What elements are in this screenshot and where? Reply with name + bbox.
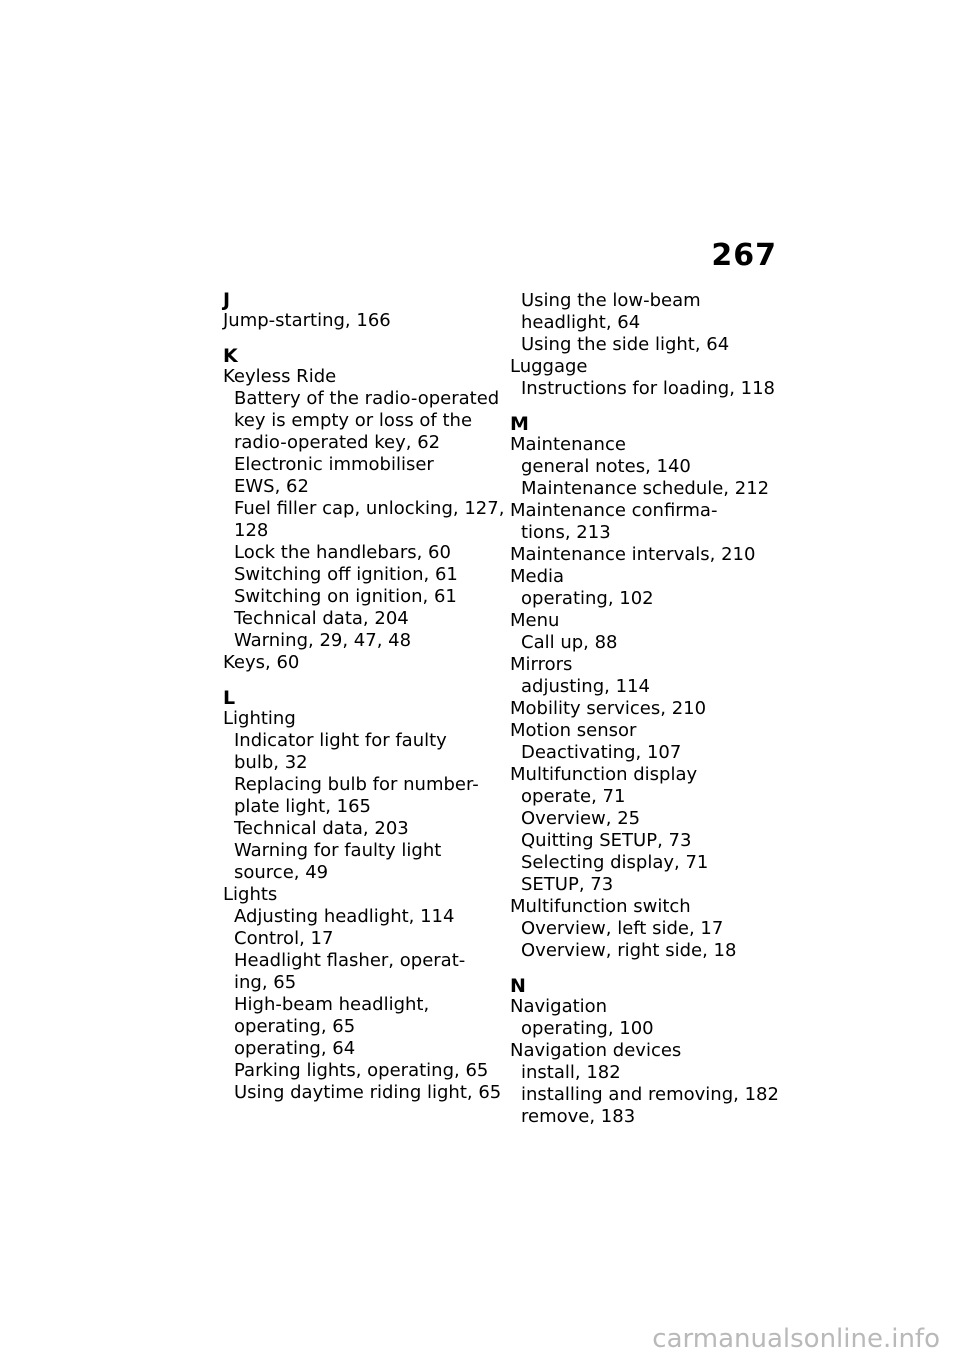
index-subentry: Fuel filler cap, unlocking, 127,	[234, 498, 505, 519]
index-subentry: Headlight flasher, operat-	[234, 950, 466, 971]
index-subentry: 128	[234, 520, 269, 541]
index-subentry: Replacing bulb for number-	[234, 774, 479, 795]
index-subentry: Overview, left side, 17	[521, 918, 724, 939]
index-subentry: Warning for faulty light	[234, 840, 442, 861]
index-subentry: source, 49	[234, 862, 329, 883]
index-entry: Lights	[223, 884, 278, 905]
index-subentry: Battery of the radio-operated	[234, 388, 500, 409]
index-entry: Maintenance	[510, 434, 626, 455]
index-subentry: Selecting display, 71	[521, 852, 709, 873]
index-subentry: general notes, 140	[521, 456, 691, 477]
index-subentry: operating, 64	[234, 1038, 356, 1059]
index-subentry: Using the side light, 64	[521, 334, 730, 355]
index-subentry: ing, 65	[234, 972, 297, 993]
index-entry: Mirrors	[510, 654, 573, 675]
index-subentry: Switching off ignition, 61	[234, 564, 458, 585]
index-entry: Jump-starting, 166	[223, 310, 391, 331]
index-subentry: Deactivating, 107	[521, 742, 682, 763]
index-entry: Motion sensor	[510, 720, 637, 741]
index-entry: Multifunction switch	[510, 896, 691, 917]
index-subentry: plate light, 165	[234, 796, 372, 817]
index-entry: Navigation	[510, 996, 608, 1017]
index-subentry: Using the low-beam	[521, 290, 701, 311]
index-subentry: Technical data, 203	[234, 818, 409, 839]
index-subentry: Switching on ignition, 61	[234, 586, 457, 607]
index-subentry: Parking lights, operating, 65	[234, 1060, 489, 1081]
index-subentry: Technical data, 204	[234, 608, 409, 629]
index-subentry: operating, 65	[234, 1016, 356, 1037]
index-subentry: High-beam headlight,	[234, 994, 430, 1015]
index-entry: Keys, 60	[223, 652, 300, 673]
index-subentry: Maintenance schedule, 212	[521, 478, 770, 499]
index-subentry: remove, 183	[521, 1106, 636, 1127]
index-subentry: installing and removing, 182	[521, 1084, 779, 1105]
index-subentry: Overview, 25	[521, 808, 641, 829]
page-number: 267	[711, 238, 777, 273]
index-subentry: Control, 17	[234, 928, 334, 949]
index-subentry: headlight, 64	[521, 312, 641, 333]
index-subentry: EWS, 62	[234, 476, 309, 497]
index-letter-heading: J	[223, 289, 231, 311]
index-column-left	[223, 290, 503, 1104]
index-entry: Multifunction display	[510, 764, 698, 785]
index-letter-heading: N	[510, 975, 526, 997]
index-subentry: key is empty or loss of the	[234, 410, 473, 431]
index-entry: Lighting	[223, 708, 296, 729]
index-subentry: tions, 213	[521, 522, 611, 543]
index-entry: Media	[510, 566, 565, 587]
index-entry: Maintenance intervals, 210	[510, 544, 756, 565]
index-subentry: operate, 71	[521, 786, 626, 807]
index-subentry: Indicator light for faulty	[234, 730, 447, 751]
index-entry: Navigation devices	[510, 1040, 682, 1061]
index-subentry: Warning, 29, 47, 48	[234, 630, 412, 651]
index-subentry: Quitting SETUP, 73	[521, 830, 692, 851]
index-subentry: Overview, right side, 18	[521, 940, 737, 961]
index-subentry: Instructions for loading, 118	[521, 378, 776, 399]
index-subentry: Using daytime riding light, 65	[234, 1082, 502, 1103]
index-subentry: SETUP, 73	[521, 874, 614, 895]
index-subentry: Call up, 88	[521, 632, 618, 653]
index-entry: Maintenance confirma-	[510, 500, 718, 521]
index-subentry: adjusting, 114	[521, 676, 650, 697]
index-letter-heading: K	[223, 345, 238, 367]
watermark: carmanualsonline.info	[652, 1324, 940, 1354]
index-subentry: Adjusting headlight, 114	[234, 906, 455, 927]
index-letter-heading: L	[223, 687, 236, 709]
index-subentry: operating, 100	[521, 1018, 654, 1039]
index-subentry: install, 182	[521, 1062, 621, 1083]
index-letter-heading: M	[510, 413, 529, 435]
index-subentry: radio-operated key, 62	[234, 432, 441, 453]
index-column-right	[510, 290, 790, 1128]
index-subentry: bulb, 32	[234, 752, 308, 773]
index-entry: Keyless Ride	[223, 366, 337, 387]
index-subentry: Lock the handlebars, 60	[234, 542, 451, 563]
index-subentry: Electronic immobiliser	[234, 454, 434, 475]
index-entry: Menu	[510, 610, 560, 631]
index-entry: Luggage	[510, 356, 588, 377]
index-entry: Mobility services, 210	[510, 698, 707, 719]
index-subentry: operating, 102	[521, 588, 654, 609]
